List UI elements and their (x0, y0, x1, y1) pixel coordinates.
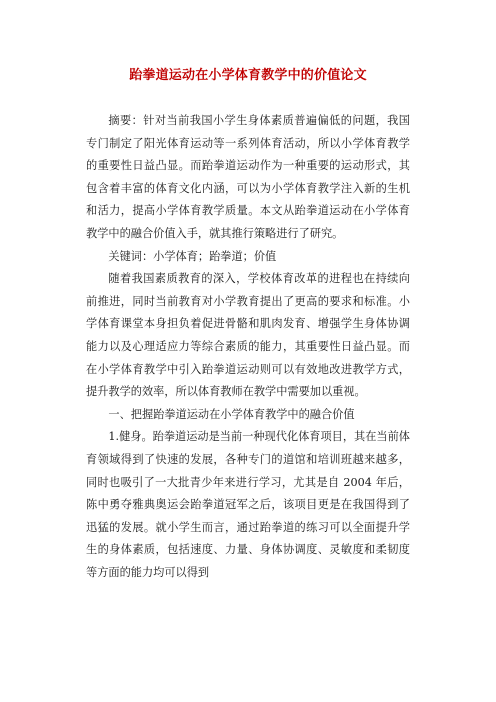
fitness-paragraph: 1.健身。跆拳道运动是当前一种现代化体育项目，其在当前体育领域得到了快速的发展，各种专门的道馆和培训班越来越多，同时也吸引了一大批青少年来进行学习，尤其是自 2004 年后，陈中勇夺雅典奥运会跆拳道冠军之后，该项目更是在我国得到了迅猛的发展。就小学生而言，通过跆拳道的练习可以全面提升学生的身体素质，包括速度、力量、身体协调度、灵敏度和柔韧度等方面的能力均可以得到 (86, 430, 410, 579)
keywords-paragraph: 关键词：小学体育；跆拳道；价值 (108, 249, 277, 263)
abstract-paragraph: 摘要：针对当前我国小学生身体素质普遍偏低的问题，我国专门制定了阳光体育运动等一系列体育活动，所以小学体育教学的重要性日益凸显。而跆拳道运动作为一种重要的运动形式，其包含着丰富的体育文化内涵，可以为小学体育教学注入新的生机和活力，提高小学体育教学质量。本文从跆拳道运动在小学体育教学中的融合价值入手，就其推行策略进行了研究。 (86, 114, 410, 240)
document-title: 跆拳道运动在小学体育教学中的价值论文 (129, 68, 367, 83)
section-heading: 一、把握跆拳道运动在小学体育教学中的融合价值 (108, 407, 355, 421)
document-body (86, 110, 410, 584)
intro-paragraph: 随着我国素质教育的深入，学校体育改革的进程也在持续向前推进，同时当前教育对小学教育提出了更高的要求和标准。小学体育课堂本身担负着促进骨骼和肌肉发育、增强学生身体协调能力以及心理适应力等综合素质的能力，其重要性日益凸显。而在小学体育教学中引入跆拳道运动则可以有效地改进教学方式，提升教学的效率，所以体育教师在教学中需要加以重视。 (86, 272, 410, 399)
